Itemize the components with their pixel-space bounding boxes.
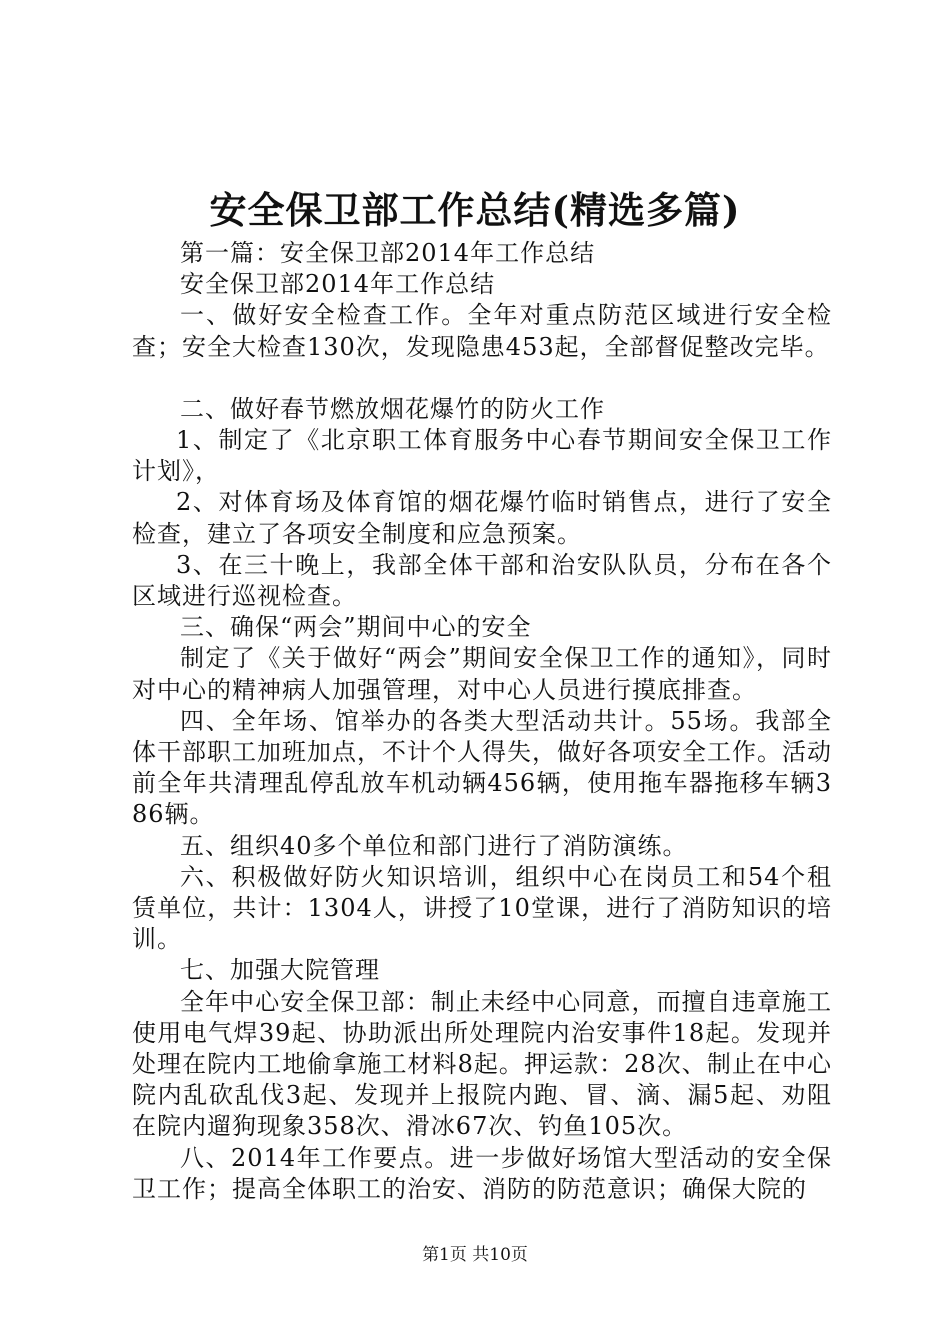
document-body xyxy=(132,238,832,1205)
page-number-footer: 第1页 共10页 xyxy=(422,1245,528,1265)
paragraph-item-1: 一、做好安全检查工作。全年对重点防范区域进行安全检查；安全大检查130次，发现隐患453起，全部督促整改完毕。 xyxy=(132,301,832,361)
paragraph-section-heading: 第一篇：安全保卫部2014年工作总结 xyxy=(180,239,596,267)
paragraph-item-3-body: 制定了《关于做好“两会”期间安全保卫工作的通知》，同时对中心的精神病人加强管理，对中心人员进行摸底排查。 xyxy=(132,644,832,704)
paragraph-item-7-heading: 七、加强大院管理 xyxy=(180,956,380,985)
document-title: 安全保卫部工作总结(精选多篇) xyxy=(209,188,741,232)
paragraph-item-6: 六、积极做好防火知识培训，组织中心在岗员工和54个租赁单位，共计：1304人，讲授了10堂课，进行了消防知识的培训。 xyxy=(132,862,832,954)
paragraph-sub-item-2: 2、对体育场及体育馆的烟花爆竹临时销售点，进行了安全检查，建立了各项安全制度和应急预案。 xyxy=(132,488,832,548)
paragraph-item-4: 四、全年场、馆举办的各类大型活动共计。55场。我部全体干部职工加班加点，不计个人得失，做好各项安全工作。活动前全年共清理乱停乱放车机动辆456辆，使用拖车器拖移车辆386辆。 xyxy=(132,706,832,829)
paragraph-item-5: 五、组织40多个单位和部门进行了消防演练。 xyxy=(180,831,688,860)
paragraph-subtitle: 安全保卫部2014年工作总结 xyxy=(180,270,496,299)
paragraph-item-7-body: 全年中心安全保卫部：制止未经中心同意，而擅自违章施工使用电气焊39起、协助派出所处理院内治安事件18起。发现并处理在院内工地偷拿施工材料8起。押运款：28次、制止在中心院内乱砍乱伐3起、发现并上报院内跑、冒、滴、漏5起、劝阻在院内遛狗现象358次、滑冰67次、钓鱼105次。 xyxy=(132,987,832,1141)
paragraph-item-8: 八、2014年工作要点。进一步做好场馆大型活动的安全保卫工作；提高全体职工的治安、消防的防范意识；确保大院的 xyxy=(132,1143,832,1203)
paragraph-item-3-heading: 三、确保“两会”期间中心的安全 xyxy=(180,613,532,642)
paragraph-sub-item-3: 3、在三十晚上，我部全体干部和治安队队员，分布在各个区域进行巡视检查。 xyxy=(132,550,832,611)
paragraph-item-2-heading: 二、做好春节燃放烟花爆竹的防火工作 xyxy=(180,394,605,423)
paragraph-sub-item-1: 1、制定了《北京职工体育服务中心春节期间安全保卫工作计划》， xyxy=(132,426,832,486)
